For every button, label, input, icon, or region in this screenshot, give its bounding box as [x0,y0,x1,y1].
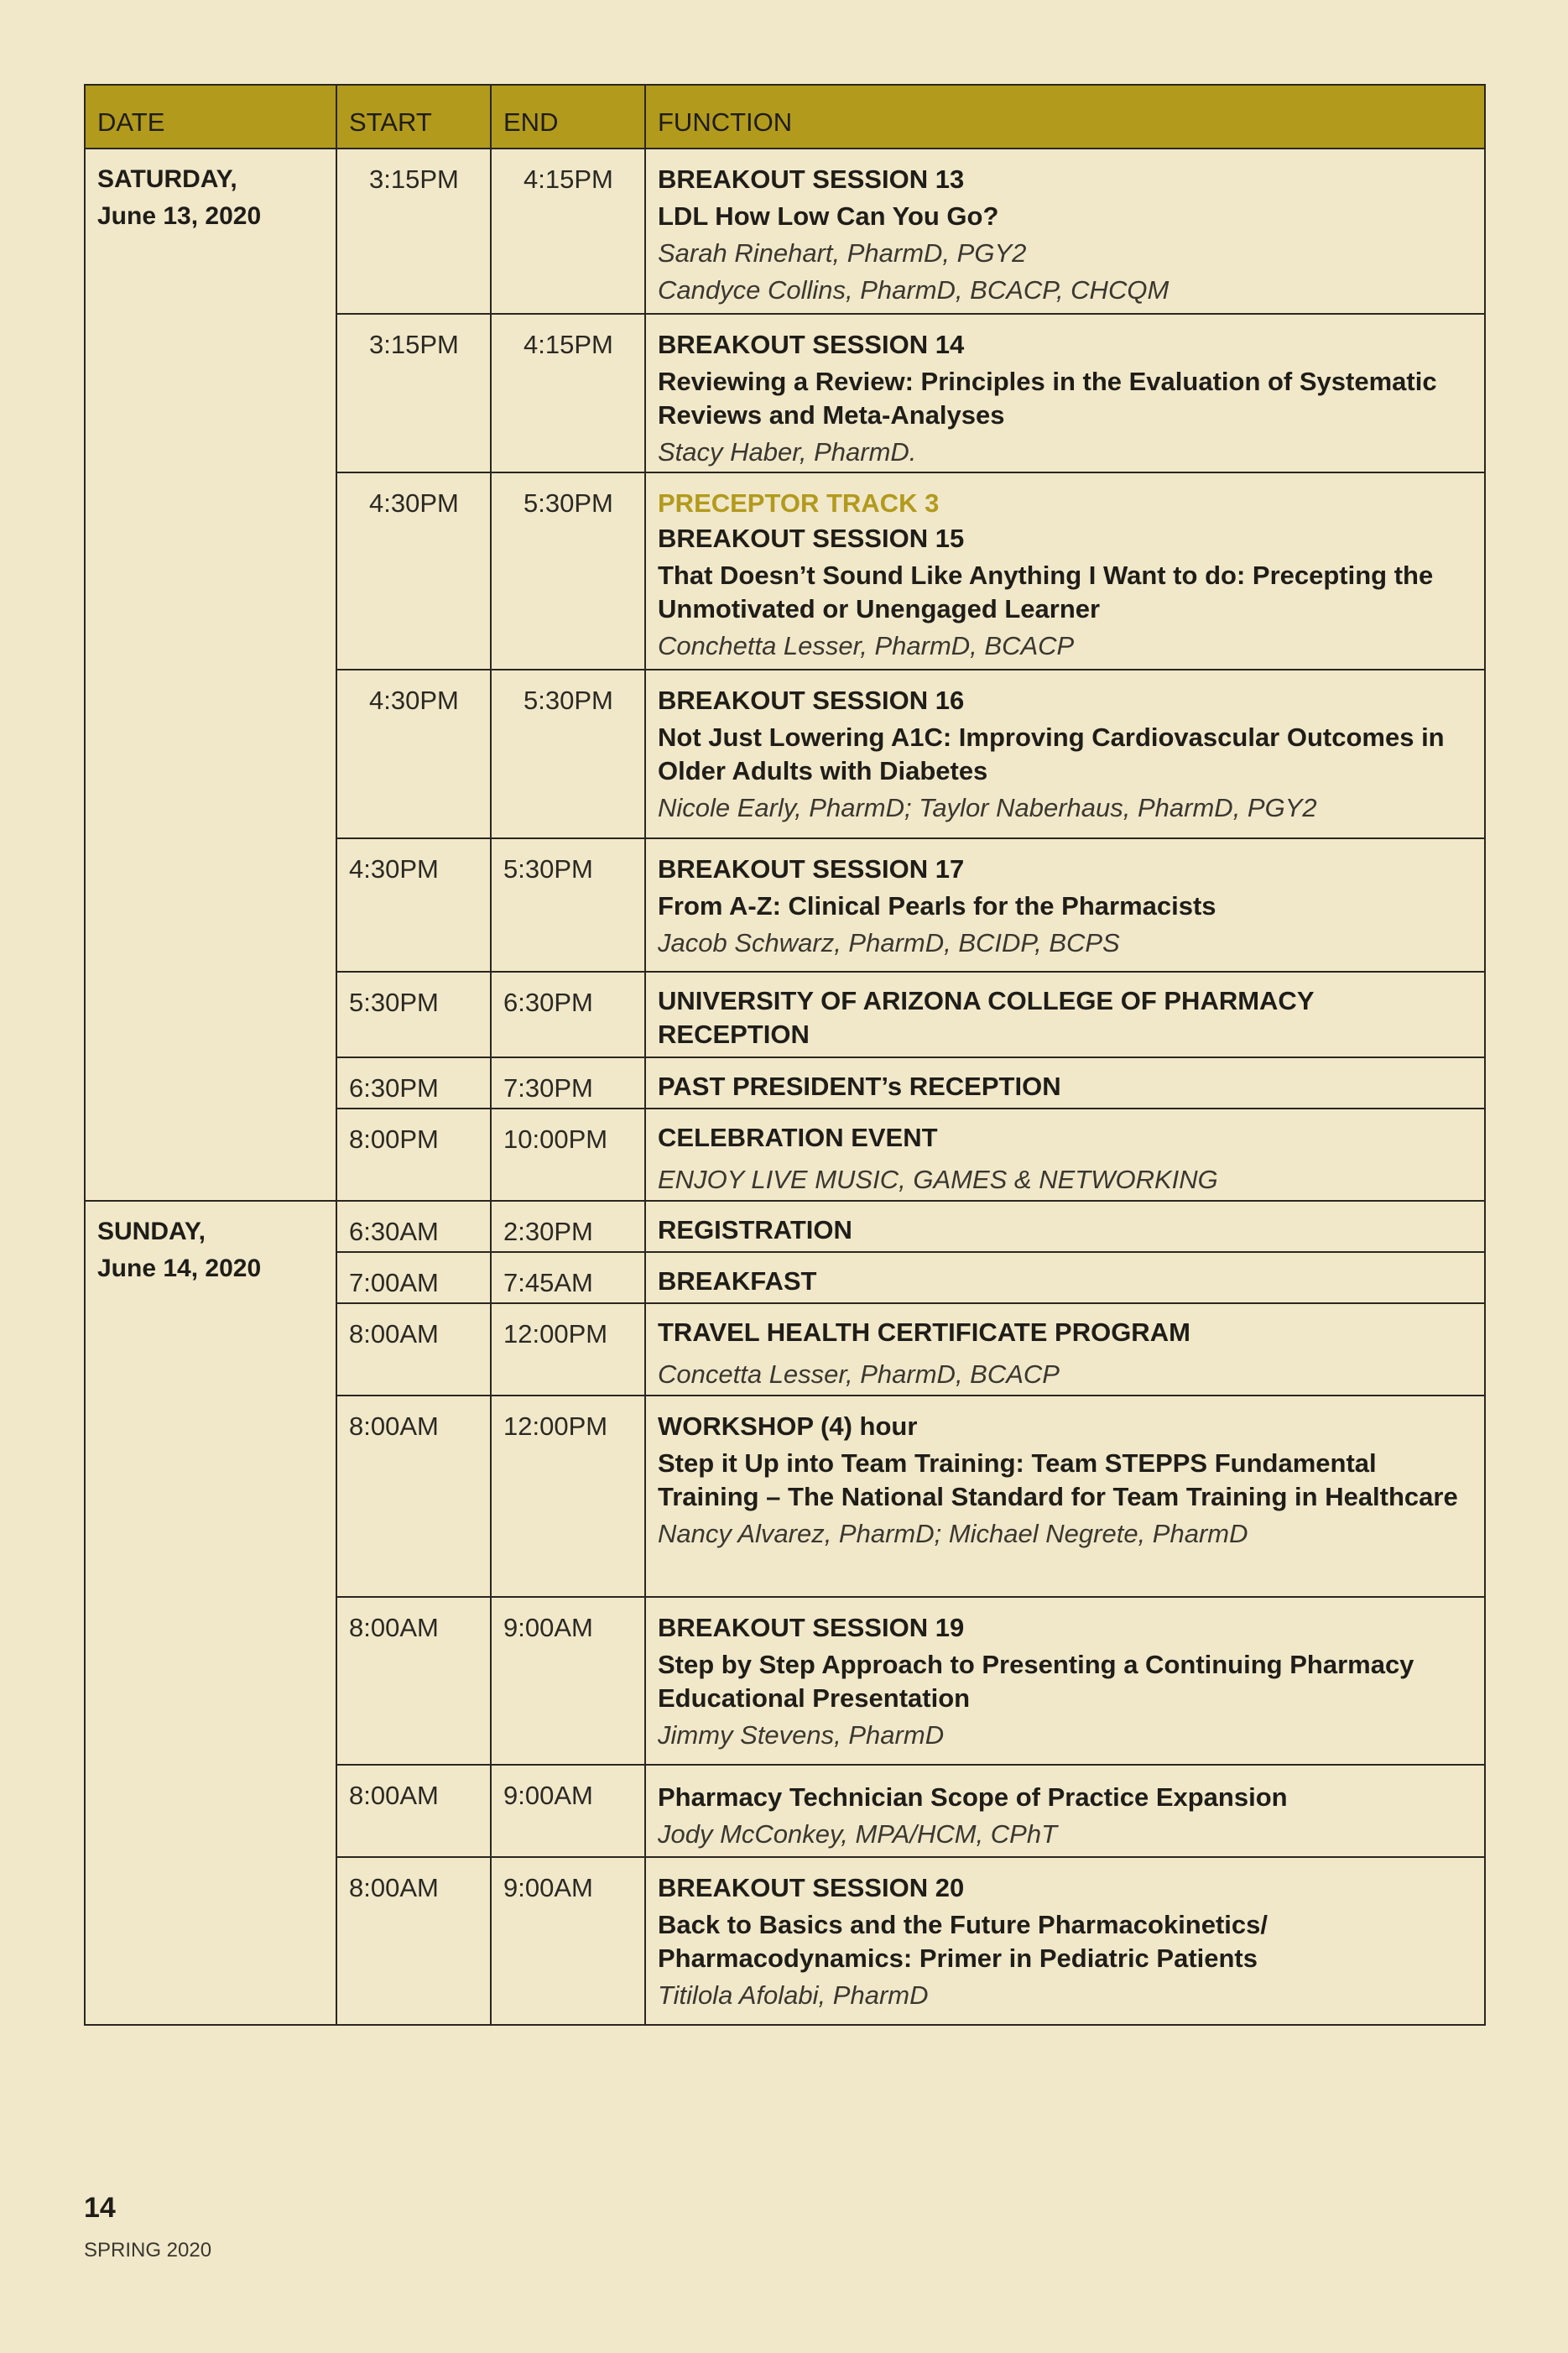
session-title: Reviewing a Review: Principles in the Evaluation of Systematic Reviews and Meta-Analyses [658,367,1437,430]
start-time: 7:00AM [336,1252,491,1303]
speaker: Jody McConkey, MPA/HCM, CPhT [658,1819,1058,1849]
session-title: LDL How Low Can You Go? [658,201,999,231]
page-number: 14 [84,2192,116,2224]
function-cell [645,972,1485,1057]
session-title: Not Just Lowering A1C: Improving Cardiovascular Outcomes in Older Adults with Diabetes [658,723,1445,785]
header-row [85,85,1485,149]
function-cell [645,1597,1485,1765]
date-cell-sunday [85,1201,336,2025]
session-label: BREAKOUT SESSION 16 [658,686,965,715]
end-time: 7:30PM [491,1057,645,1109]
function-cell [645,1303,1485,1396]
end-time: 12:00PM [491,1303,645,1396]
start-time: 8:00AM [336,1765,491,1857]
start-time: 3:15PM [336,149,491,314]
session-title: Step it Up into Team Training: Team STEPPS Fundamental Training – The National Standard for Team Training in Healthcare [658,1448,1458,1511]
date-label: June 13, 2020 [97,202,262,230]
function-cell [645,1765,1485,1857]
function-label: PAST PRESIDENT’s RECEPTION [658,1072,1061,1101]
function-cell [645,149,1485,314]
end-time: 4:15PM [491,314,645,472]
start-time: 8:00AM [336,1857,491,2025]
speaker: Titilola Afolabi, PharmD [658,1980,929,2010]
function-label: BREAKFAST [658,1266,817,1296]
start-time: 8:00AM [336,1396,491,1597]
start-time: 8:00AM [336,1597,491,1765]
speaker: Jimmy Stevens, PharmD [658,1720,945,1750]
function-cell [645,1109,1485,1201]
speaker: Jacob Schwarz, PharmD, BCIDP, BCPS [658,928,1120,957]
function-cell [645,670,1485,838]
end-time: 2:30PM [491,1201,645,1252]
session-title: From A-Z: Clinical Pearls for the Pharmacists [658,891,1216,921]
end-time: 7:45AM [491,1252,645,1303]
end-time: 4:15PM [491,149,645,314]
end-time: 9:00AM [491,1597,645,1765]
end-time: 9:00AM [491,1857,645,2025]
day-label: SUNDAY, [97,1218,206,1245]
function-label: UNIVERSITY OF ARIZONA COLLEGE OF PHARMACY RECEPTION [658,986,1314,1049]
start-time: 8:00PM [336,1109,491,1201]
end-time: 10:00PM [491,1109,645,1201]
function-cell [645,1201,1485,1252]
session-label: WORKSHOP (4) hour [658,1411,918,1441]
start-time: 5:30PM [336,972,491,1057]
date-cell-saturday [85,149,336,1201]
function-cell [645,1396,1485,1597]
function-cell [645,472,1485,670]
start-time: 3:15PM [336,314,491,472]
end-time: 6:30PM [491,972,645,1057]
speaker: Nicole Early, PharmD; Taylor Naberhaus, PharmD, PGY2 [658,793,1317,822]
start-time: 8:00AM [336,1303,491,1396]
header-end: END [491,85,645,149]
speaker: Nancy Alvarez, PharmD; Michael Negrete, PharmD [658,1519,1248,1548]
start-time: 6:30PM [336,1057,491,1109]
function-cell [645,314,1485,472]
function-cell [645,1057,1485,1109]
function-cell [645,1857,1485,2025]
session-title: Step by Step Approach to Presenting a Continuing Pharmacy Educational Presentation [658,1650,1414,1713]
issue-label: SPRING 2020 [84,2239,212,2262]
start-time: 6:30AM [336,1201,491,1252]
session-label: BREAKOUT SESSION 20 [658,1873,965,1902]
speaker: Concetta Lesser, PharmD, BCACP [658,1359,1060,1389]
track-label: PRECEPTOR TRACK 3 [658,488,940,518]
function-cell [645,1252,1485,1303]
header-start: START [336,85,491,149]
day-label: SATURDAY, [97,165,237,193]
speaker: Sarah Rinehart, PharmD, PGY2 [658,238,1027,268]
start-time: 4:30PM [336,472,491,670]
start-time: 4:30PM [336,838,491,972]
start-time: 4:30PM [336,670,491,838]
session-label: BREAKOUT SESSION 19 [658,1613,965,1642]
event-note: ENJOY LIVE MUSIC, GAMES & NETWORKING [658,1165,1218,1194]
function-label: TRAVEL HEALTH CERTIFICATE PROGRAM [658,1317,1190,1347]
speaker: Candyce Collins, PharmD, BCACP, CHCQM [658,275,1169,305]
function-cell [645,838,1485,972]
end-time: 5:30PM [491,670,645,838]
end-time: 12:00PM [491,1396,645,1597]
table-row [85,1201,1485,1252]
session-title: That Doesn’t Sound Like Anything I Want to do: Precepting the Unmotivated or Unengaged Learner [658,561,1434,623]
end-time: 9:00AM [491,1765,645,1857]
table-row [85,149,1485,314]
header-function: FUNCTION [645,85,1485,149]
function-label: CELEBRATION EVENT [658,1123,938,1152]
session-label: BREAKOUT SESSION 17 [658,854,965,884]
end-time: 5:30PM [491,838,645,972]
session-label: BREAKOUT SESSION 13 [658,164,965,194]
speaker: Conchetta Lesser, PharmD, BCACP [658,631,1075,660]
schedule-table [84,84,1486,2026]
session-label: BREAKOUT SESSION 14 [658,330,965,359]
date-label: June 14, 2020 [97,1255,262,1282]
speaker: Stacy Haber, PharmD. [658,437,917,467]
header-date: DATE [85,85,336,149]
end-time: 5:30PM [491,472,645,670]
session-title: Pharmacy Technician Scope of Practice Expansion [658,1782,1288,1812]
function-label: REGISTRATION [658,1215,852,1244]
session-label: BREAKOUT SESSION 15 [658,524,965,553]
session-title: Back to Basics and the Future Pharmacokinetics/ Pharmacodynamics: Primer in Pediatric Patients [658,1910,1268,1973]
